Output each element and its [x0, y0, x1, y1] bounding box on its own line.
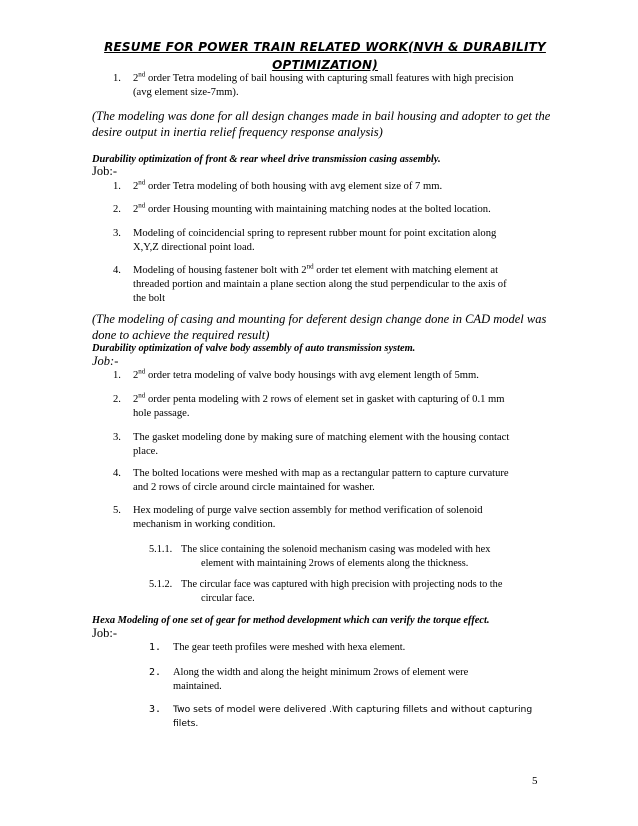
section-heading: Hexa Modeling of one set of gear for method development which can verify the torque effect. — [92, 615, 490, 626]
page-number: 5 — [532, 775, 538, 787]
note-paragraph: (The modeling was done for all design changes made in bail housing and adopter to get the desire output in inertia relief frequency response analysis) — [92, 109, 551, 139]
section-heading: Durability optimization of front & rear wheel drive transmission casing assembly. — [92, 154, 441, 165]
title-line-2: OPTIMIZATION) — [272, 58, 378, 72]
section-heading: Durability optimization of valve body assembly of auto transmission system. — [92, 343, 416, 354]
job-label: Job:- — [92, 164, 117, 178]
document-page: RESUME FOR POWER TRAIN RELATED WORK(NVH & DURABILITY OPTIMIZATION) 1. 2nd order Tetra modeling of bail housing with capturing small features with high precision (avg element size-7mm). (The modeling was done for all design changes made in bail housing and adopter to get the desire output in inertia relief frequency response analysis) Durability optimization of front & rear wheel drive transmission casing assembly. Job:- 1. 2nd order Tetra modeling of both housing with avg element size of 7 mm. 2. 2nd order Housing mounting with maintaining matching nodes at the bolted location. 3. Modeling of coincidencial spring to represent rubber mount for point excitation along X,Y,Z directional point load. 4. Modeling of housing fastener bolt with 2nd order tet element with matching element at threaded portion and maintain a plane section along the stud perpendicular to the axis of the bolt (The modeling of casing and mounting for deferent design change done in CAD model was done to achieve the required result) Durability optimization of valve body assembly of auto transmission system. Job:- 1. 2nd order tetra modeling of valve body housings with avg element length of 5mm. 2. 2nd order penta modeling with 2 rows of element set in gasket with capturing of 0.1 mm hole passage. 3. The gasket modeling done by making sure of matching element with the housing contact place. 4. The bolted locations were meshed with map as a rectangular pattern to capture curvature and 2 rows of circle around circle maintained for washer. 5. Hex modeling of purge valve section assembly for method verification of solenoid mechanism in working condition. 5.1.1. The slice containing the solenoid mechanism casing was modeled with hex element with maintaining 2rows of elements along the thickness. 5.1.2. The circular face was captured with high precision with projecting nods to the circular face. Hexa Modeling of one set of gear for method development which can verify the torque effect. Job:- 1. The gear teeth profiles were meshed with hexa element. 2. Along the width and along the height minimum 2rows of element were maintained. 3. Two sets of model were delivered .With capturing fillets and without capturing filets. 5 — [0, 0, 638, 826]
job-label: Job:- — [92, 626, 117, 640]
job-label: Job:- — [92, 354, 119, 368]
page-title — [90, 38, 560, 74]
title-line-1: RESUME FOR POWER TRAIN RELATED WORK(NVH & DURABILITY — [104, 40, 546, 54]
note-paragraph: (The modeling of casing and mounting for deferent design change done in CAD model was done to achieve the required result) — [92, 312, 547, 342]
